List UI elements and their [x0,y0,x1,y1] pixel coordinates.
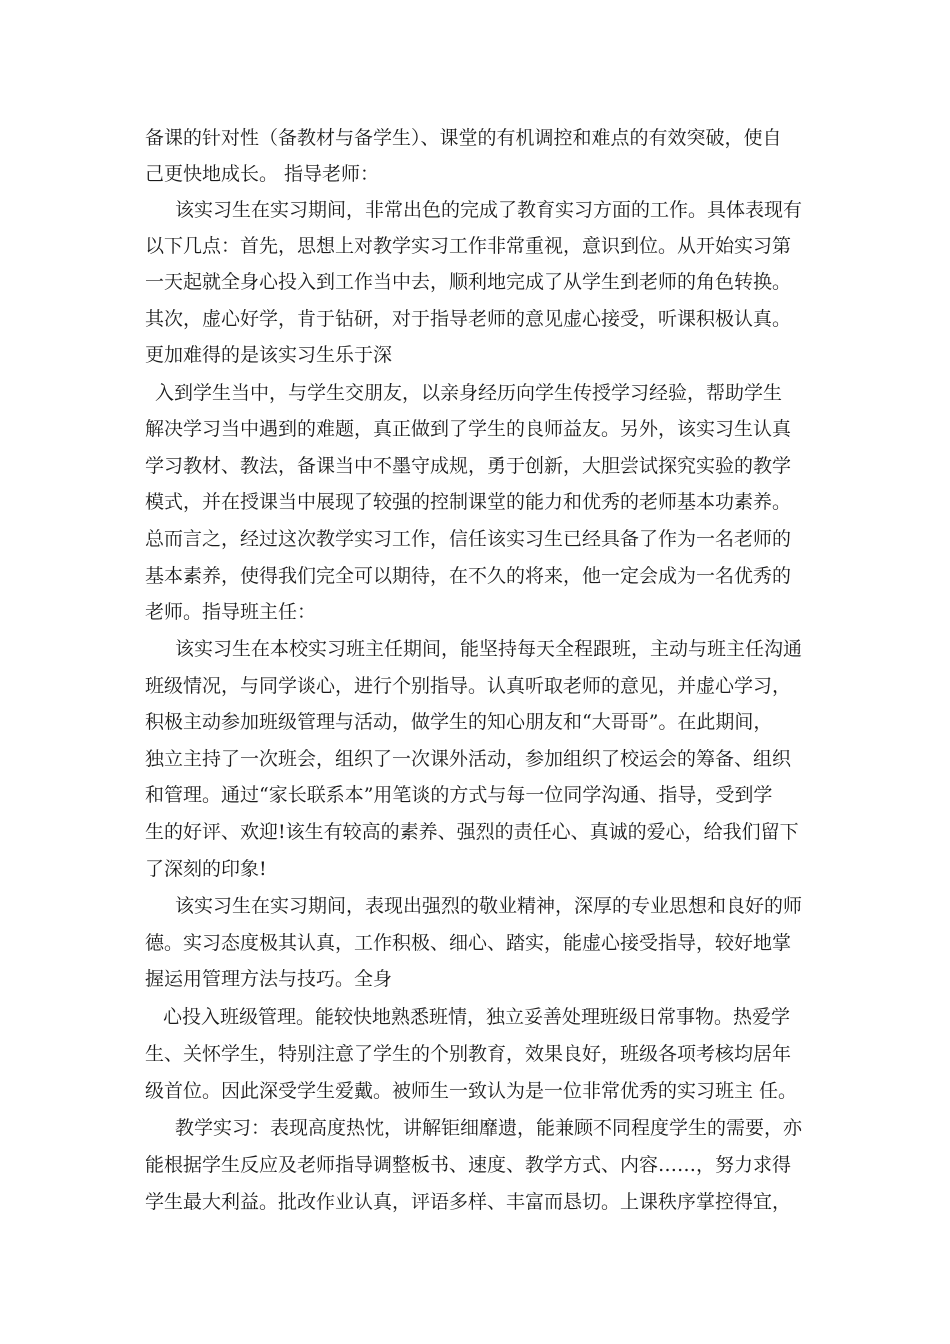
text-line: 其次，虚心好学，肯于钻研，对于指导老师的意见虚心接受，听课积极认真。 [145,308,792,330]
text-line: 入到学生当中，与学生交朋友，以亲身经历向学生传授学习经验，帮助学生 [155,382,783,404]
text-line: 级首位。因此深受学生爱戴。被师生一致认为是一位非常优秀的实习班主 任。 [145,1080,798,1102]
text-line: 能根据学生反应及老师指导调整板书、速度、教学方式、内容……，努力求得 [145,1154,792,1176]
text-line: 该实习生在实习期间，非常出色的完成了教育实习方面的工作。具体表现有 [175,199,803,221]
text-line: 心投入班级管理。能较快地熟悉班情，独立妥善处理班级日常事物。热爱学 [163,1006,791,1028]
text-line: 生的好评、欢迎!该生有较高的素养、强烈的责任心、真诚的爱心，给我们留下 [145,821,799,843]
text-line: 教学实习：表现高度热忱，讲解钜细靡遗，能兼顾不同程度学生的需要，亦 [175,1117,803,1139]
text-line: 生、关怀学生，特别注意了学生的个别教育，效果良好，班级各项考核均居年 [145,1043,792,1065]
text-line: 一天起就全身心投入到工作当中去，顺利地完成了从学生到老师的角色转换。 [145,271,792,293]
text-line: 学习教材、教法，备课当中不墨守成规，勇于创新，大胆尝试探究实验的教学 [145,455,792,477]
text-line: 更加难得的是该实习生乐于深 [145,344,393,366]
text-line: 了深刻的印象! [145,858,267,880]
text-line: 老师。指导班主任： [145,601,317,623]
text-line: 该实习生在本校实习班主任期间，能坚持每天全程跟班，主动与班主任沟通 [175,638,803,660]
text-line: 总而言之，经过这次教学实习工作，信任该实习生已经具备了作为一名老师的 [145,528,792,550]
text-line: 独立主持了一次班会，组织了一次课外活动，参加组织了校运会的筹备、组织 [145,748,792,770]
text-line: 模式，并在授课当中展现了较强的控制课堂的能力和优秀的老师基本功素养。 [145,491,792,513]
text-line: 和管理。通过“家长联系本”用笔谈的方式与每一位同学沟通、指导，受到学 [145,784,773,806]
text-line: 学生最大利益。批改作业认真，评语多样、丰富而恳切。上课秩序掌控得宜， [145,1191,792,1213]
text-line: 己更快地成长。 指导老师： [145,163,380,185]
text-line: 班级情况，与同学谈心，进行个别指导。认真听取老师的意见，并虚心学习， [145,675,792,697]
text-line: 基本素养，使得我们完全可以期待，在不久的将来，他一定会成为一名优秀的 [145,565,792,587]
text-line: 以下几点：首先，思想上对教学实习工作非常重视，意识到位。从开始实习第 [145,235,792,257]
text-line: 解决学习当中遇到的难题，真正做到了学生的良师益友。另外，该实习生认真 [145,418,792,440]
text-line: 握运用管理方法与技巧。全身 [145,968,393,990]
text-line: 该实习生在实习期间，表现出强烈的敬业精神，深厚的专业思想和良好的师 [175,895,803,917]
text-line: 积极主动参加班级管理与活动，做学生的知心朋友和“大哥哥”。在此期间， [145,711,773,733]
text-line: 备课的针对性（备教材与备学生）、课堂的有机调控和难点的有效突破，使自 [145,127,782,149]
text-line: 德。实习态度极其认真，工作积极、细心、踏实，能虚心接受指导，较好地掌 [145,932,792,954]
